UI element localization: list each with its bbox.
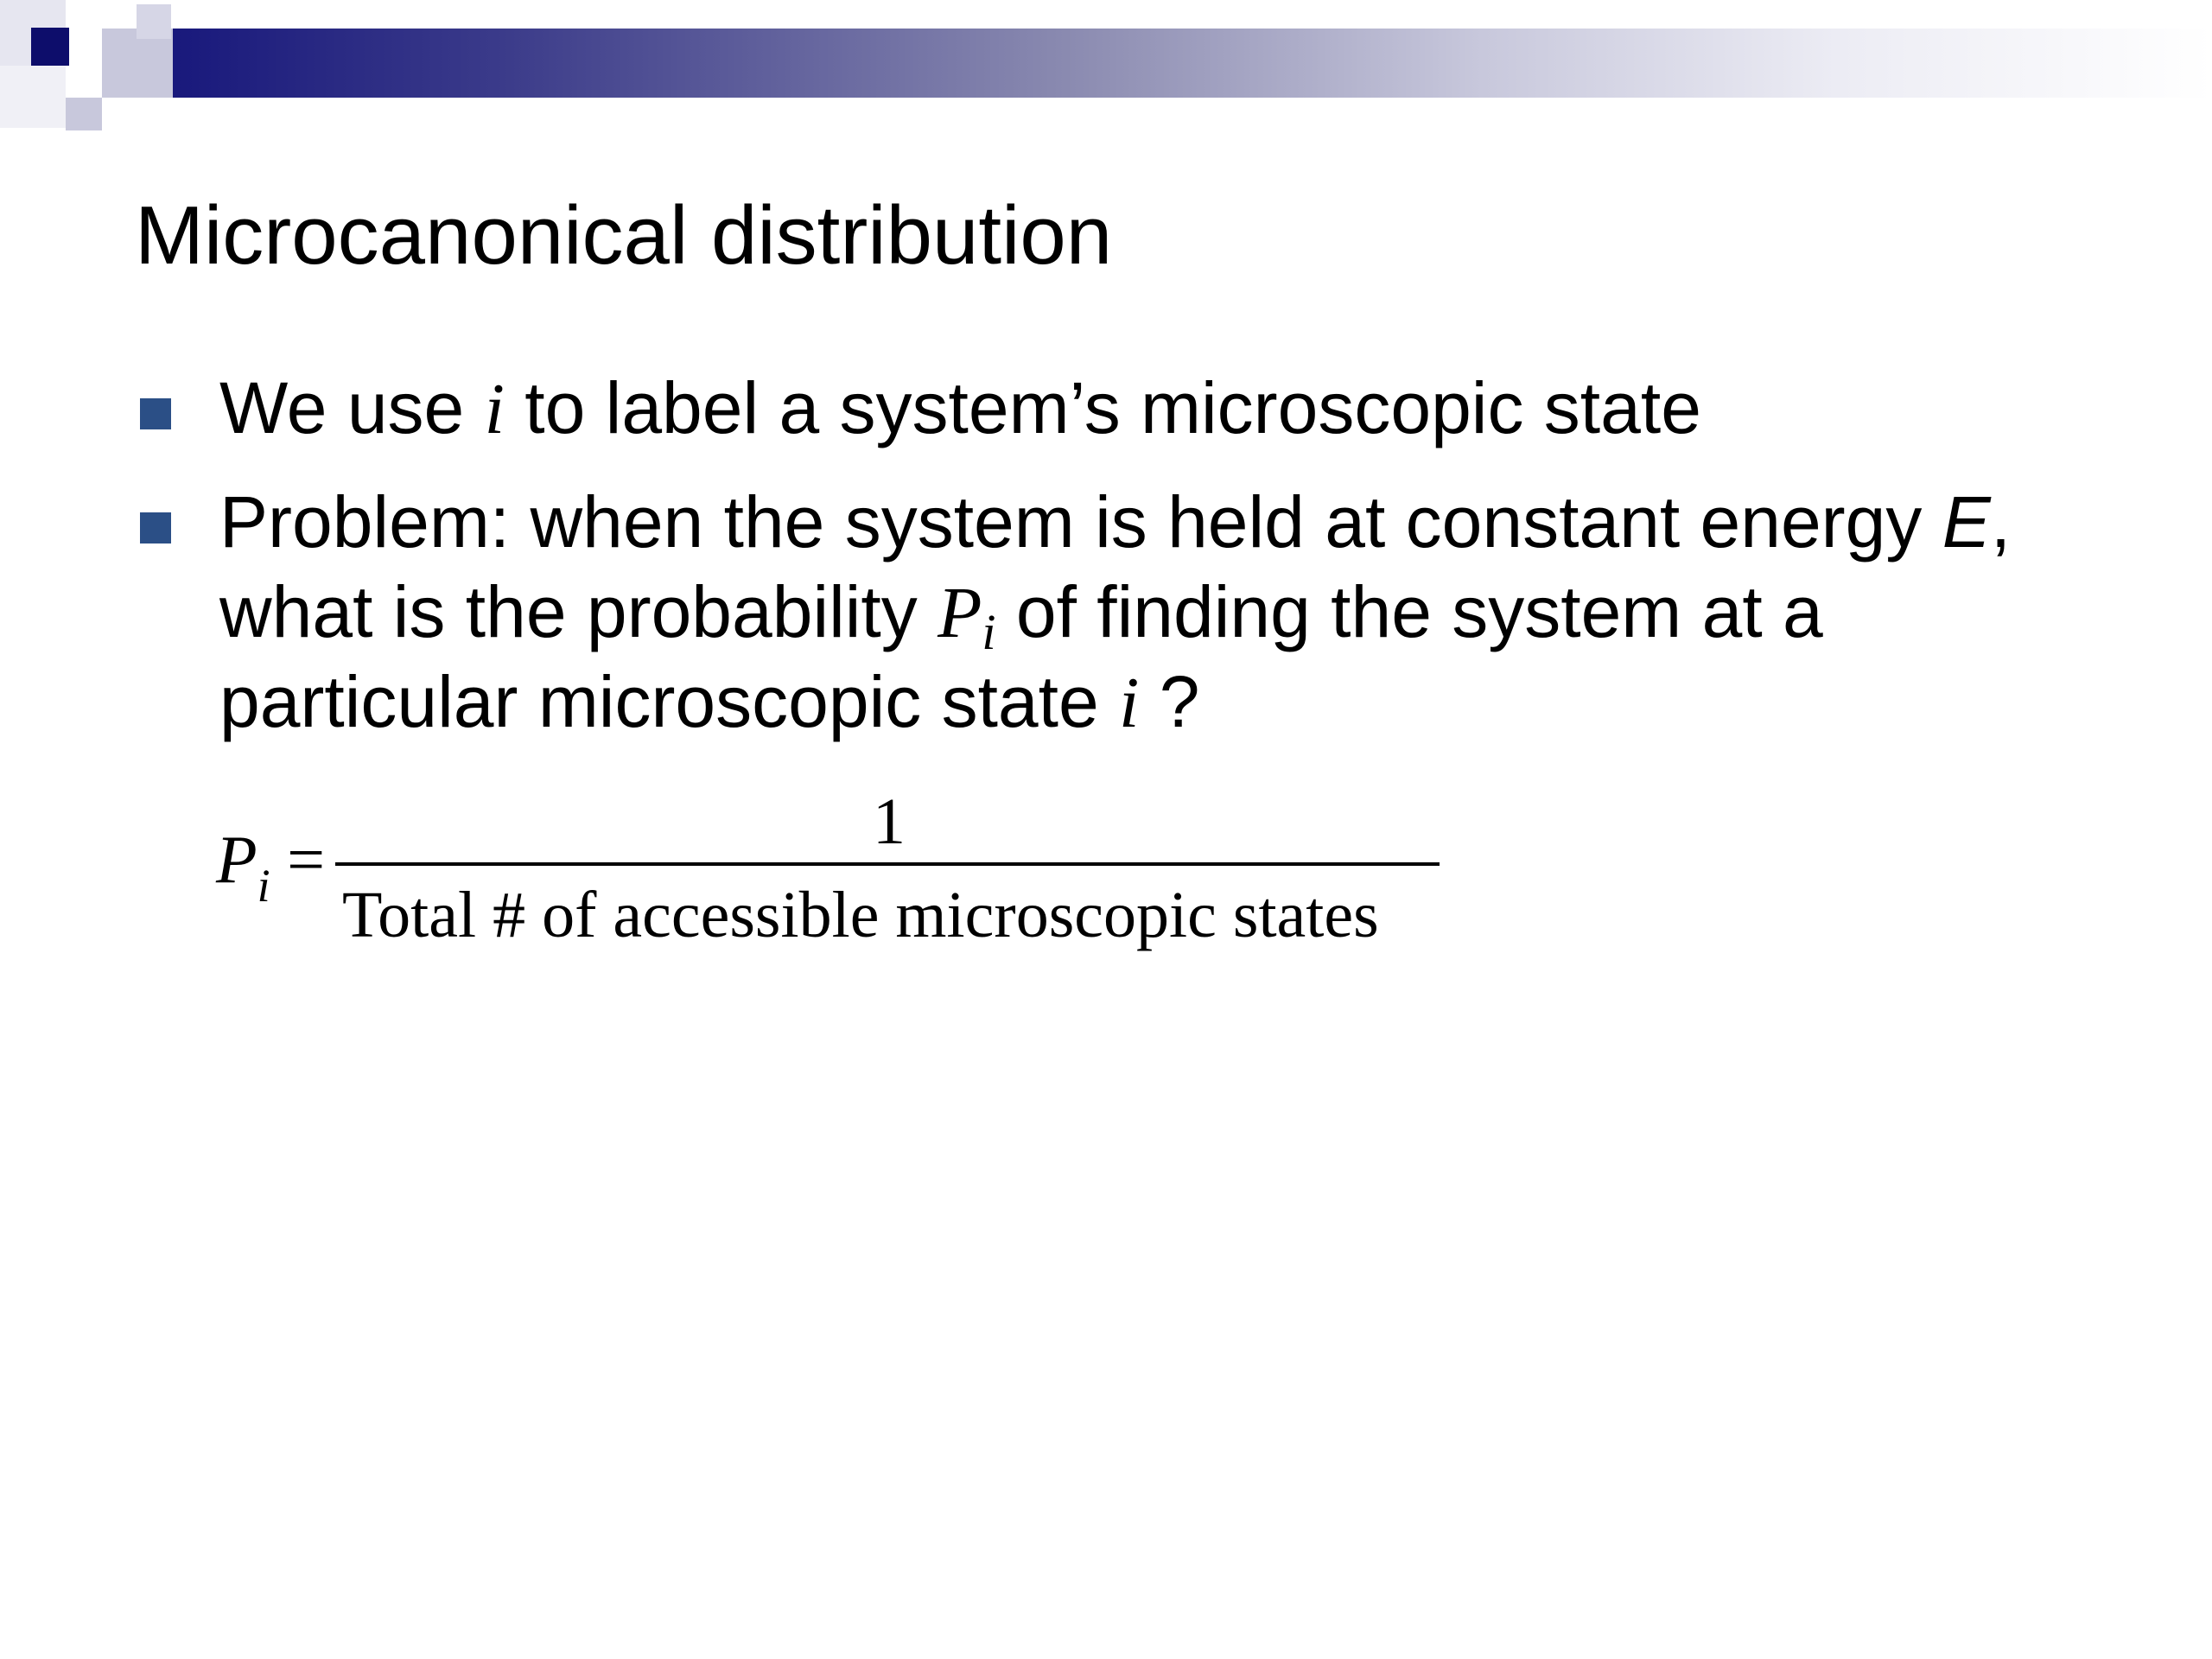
header-decor-square — [31, 28, 69, 66]
bullet-1-text — [219, 365, 1701, 453]
bullet-2-line-1-pre: Problem: when the system is held at constant energy — [219, 481, 1942, 563]
bullet-2-line-2-post: of finding the system at a — [995, 571, 1823, 652]
equation-denominator: Total # of accessible microscopic states — [342, 879, 1379, 951]
bullet-2-line-3-post: ? — [1139, 661, 1200, 742]
header-decor-square — [66, 98, 102, 130]
fraction-bar — [335, 862, 1440, 866]
variable-i: i — [484, 369, 505, 449]
equation-numerator: 1 — [873, 785, 906, 858]
variable-e: E — [1942, 481, 1991, 563]
bullet-1-text-post: to label a system’s microscopic state — [504, 367, 1701, 448]
equation-variable-p: P — [216, 822, 257, 897]
header-decor-square — [137, 4, 171, 39]
variable-p: P — [938, 573, 982, 653]
bullet-2-line-1 — [219, 479, 2011, 565]
bullet-2-line-1-post: , — [1990, 481, 2012, 563]
header-gradient-band — [128, 29, 2212, 98]
bullet-2-line-2-pre: what is the probability — [219, 571, 938, 652]
variable-p-subscript: i — [982, 604, 996, 660]
variable-i: i — [1119, 663, 1140, 743]
bullet-2-line-3 — [219, 658, 1199, 747]
bullet-2-line-3-pre: particular microscopic state — [219, 661, 1120, 742]
slide-title: Microcanonical distribution — [135, 189, 1113, 282]
bullet-marker — [140, 398, 171, 429]
bullet-1-text-pre: We use — [219, 367, 485, 448]
header-decor-square — [102, 29, 173, 98]
equation-equals-sign: = — [287, 822, 326, 897]
bullet-marker — [140, 512, 171, 543]
header-decor-square — [66, 41, 102, 78]
equation-subscript-i: i — [257, 860, 270, 912]
equation-lhs — [216, 821, 325, 925]
header-decor-square — [0, 66, 66, 128]
